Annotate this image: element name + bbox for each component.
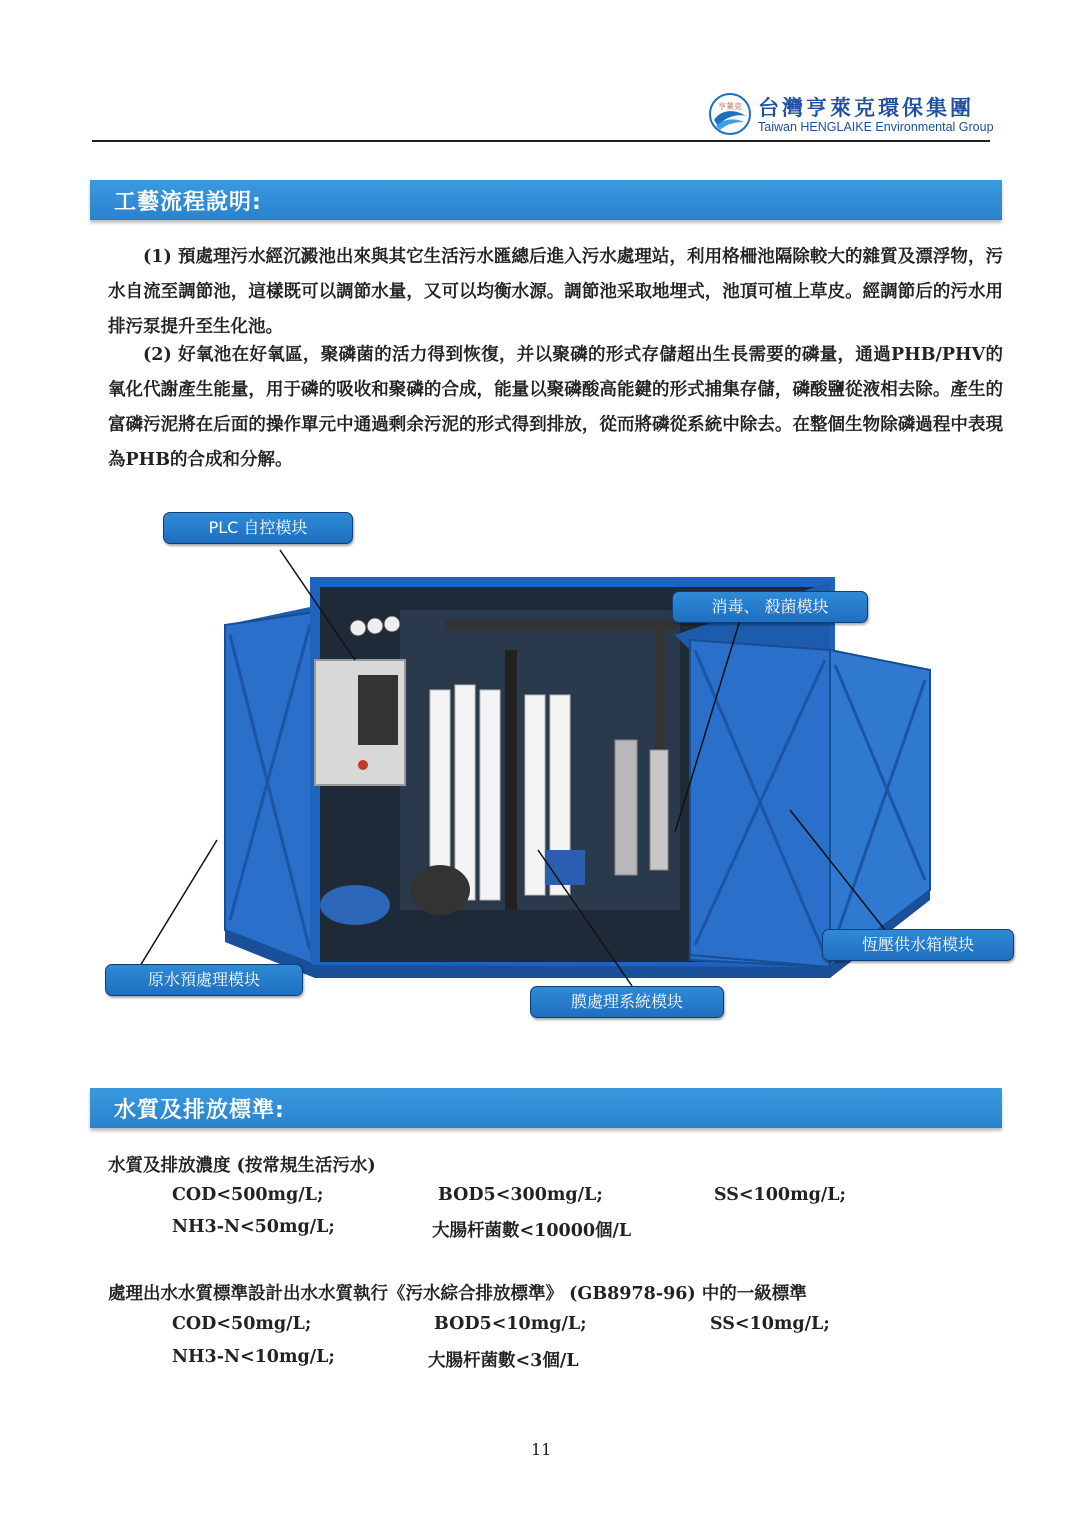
influent-coliform: 大腸杆菌數<10000個/L [432,1221,632,1241]
section-banner-process [90,180,1002,220]
process-paragraph-2: (2) 好氧池在好氧區，聚磷菌的活力得到恢復，并以聚磷的形式存儲超出生長需要的磷量，通過PHB/PHV的氧化代謝產生能量，用于磷的吸收和聚磷的合成，能量以聚磷酸高能鍵的形式捕集存儲，磷酸鹽從液相去除。產生的富磷污泥將在后面的操作單元中通過剩余污泥的形式得到排放，從而將磷從系統中除去。在整個生物除磷過程中表現為PHB的合成和分解。 [108,345,1003,470]
section-title-standards: 水質及排放標準: [114,1098,285,1123]
callout-raw-water-module: 原水預處理模块 [105,964,303,996]
page-number: 11 [531,1440,552,1459]
effluent-cod: COD<50mg/L; [172,1314,312,1334]
callout-disinfection-module: 消毒、 殺菌模块 [672,591,868,623]
company-logo [708,92,752,136]
callout-constant-pressure-module: 恆壓供水箱模块 [822,929,1014,961]
process-paragraph-1: (1) 預處理污水經沉澱池出來與其它生活污水匯總后進入污水處理站，利用格柵池隔除較大的雜質及漂浮物，污水自流至調節池，這樣既可以調節水量，又可以均衡水源。調節池采取地埋式，池頂可植上草皮。經調節后的污水用排污泵提升至生化池。 [108,247,1003,337]
influent-title: 水質及排放濃度 (按常規生活污水) [108,1156,376,1176]
logo-text: 亨萊克 [718,102,742,111]
effluent-bod: BOD5<10mg/L; [434,1314,587,1334]
section-title-process: 工藝流程說明: [114,190,262,215]
header-divider [92,140,990,142]
company-name-en: Taiwan HENGLAIKE Environmental Group [758,120,994,134]
callout-membrane-module: 膜處理系統模块 [530,986,724,1018]
influent-cod: COD<500mg/L; [172,1185,324,1205]
callout-plc-module: PLC 自控模块 [163,512,353,544]
influent-ss: SS<100mg/L; [714,1185,846,1205]
company-name-cn: 台灣亨萊克環保集團 [758,96,974,120]
effluent-title: 處理出水水質標準設計出水水質執行《污水綜合排放標準》 (GB8978-96) 中的一級標準 [108,1284,807,1304]
effluent-nh3: NH3-N<10mg/L; [172,1347,335,1367]
section-banner-standards [90,1088,1002,1128]
effluent-coliform: 大腸杆菌數<3個/L [428,1351,579,1371]
effluent-ss: SS<10mg/L; [710,1314,830,1334]
influent-bod: BOD5<300mg/L; [438,1185,603,1205]
equipment-figure [100,500,1020,1040]
influent-nh3: NH3-N<50mg/L; [172,1217,335,1237]
